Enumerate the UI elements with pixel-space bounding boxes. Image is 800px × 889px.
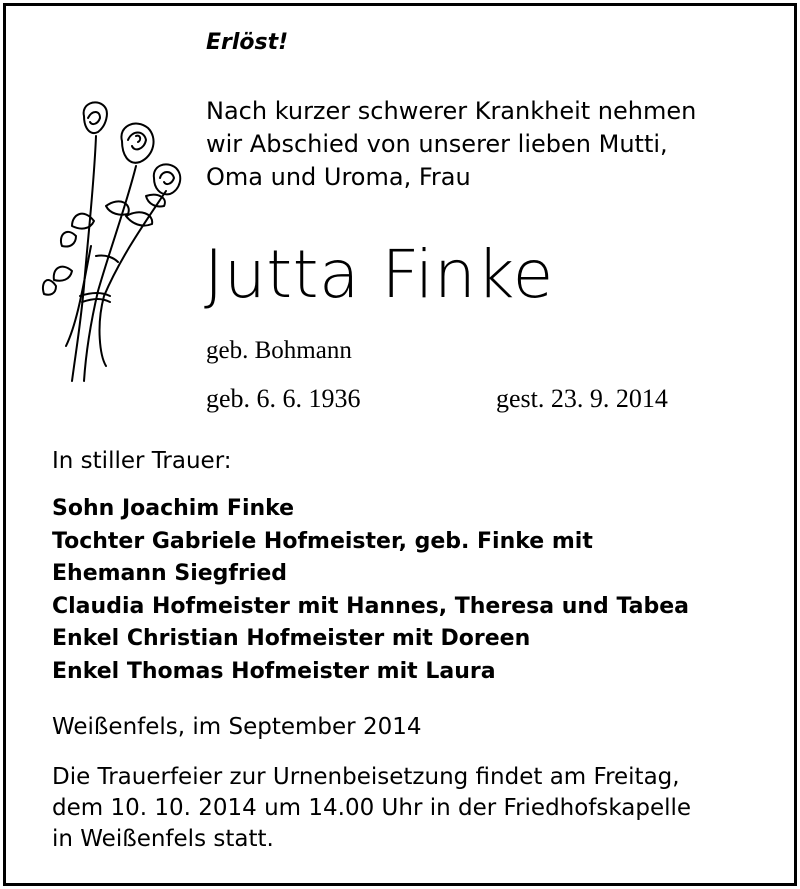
ceremony-line: Die Trauerfeier zur Urnenbeisetzung findet am Freitag, [52, 764, 680, 790]
family-member: Claudia Hofmeister mit Hannes, Theresa und Tabea [52, 593, 689, 619]
death-date: gest. 23. 9. 2014 [496, 384, 668, 413]
ceremony-notice [52, 762, 691, 855]
intro-title: Erlöst! [206, 30, 289, 55]
place-date: Weißenfels, im September 2014 [52, 714, 422, 740]
intro-line: wir Abschied von unserer lieben Mutti, [206, 130, 668, 158]
roses-illustration-icon [36, 96, 196, 386]
life-dates [206, 384, 726, 414]
birth-date: geb. 6. 6. 1936 [206, 384, 361, 413]
family-member: Enkel Thomas Hofmeister mit Laura [52, 658, 496, 684]
intro-line: Nach kurzer schwerer Krankheit nehmen [206, 97, 697, 125]
intro-line: Oma und Uroma, Frau [206, 163, 471, 191]
mourning-label: In stiller Trauer: [52, 448, 232, 474]
deceased-name: Jutta Finke [204, 236, 554, 313]
birth-name: geb. Bohmann [206, 337, 352, 364]
intro-text [206, 95, 696, 194]
family-member: Tochter Gabriele Hofmeister, geb. Finke mit [52, 528, 593, 554]
ceremony-line: dem 10. 10. 2014 um 14.00 Uhr in der Friedhofskapelle [52, 795, 692, 821]
family-member: Sohn Joachim Finke [52, 496, 295, 521]
family-list [52, 493, 689, 688]
ceremony-line: in Weißenfels statt. [52, 826, 274, 852]
family-member: Ehemann Siegfried [52, 561, 288, 586]
family-member: Enkel Christian Hofmeister mit Doreen [52, 626, 531, 651]
